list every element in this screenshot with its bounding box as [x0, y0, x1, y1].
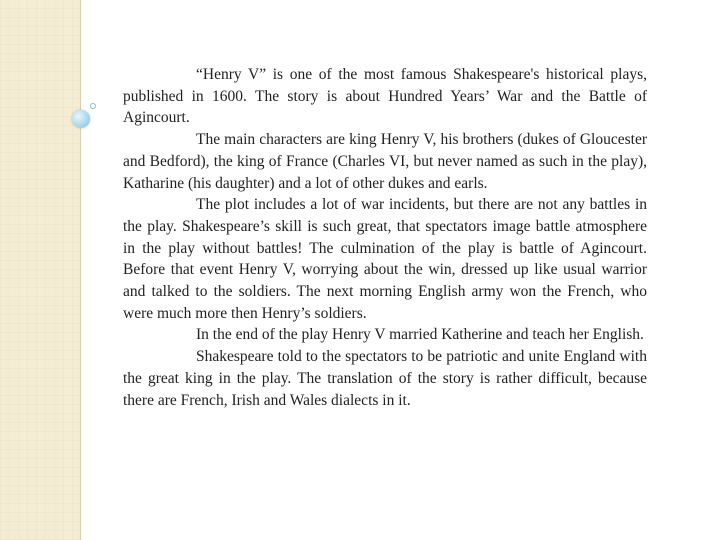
small-circle-ornament	[90, 103, 96, 109]
sidebar-divider	[80, 0, 81, 540]
slide-text-body	[123, 64, 647, 411]
paragraph-ending: In the end of the play Henry V married Katherine and teach her English.	[196, 326, 644, 344]
decorative-sidebar	[0, 0, 80, 540]
paragraph-plot: The plot includes a lot of war incidents, but there are not any battles in the play. Shakespeare’s skill is such great, that spectators image battle atmosphere in the play without battles! The culmination of the play is battle of Agincourt. Before that event Henry V, worrying about the win, dressed up like usual warrior and talked to the soldiers. The next morning English army won the French, who were much more then Henry’s soldiers.	[123, 196, 647, 322]
blue-circle-ornament	[72, 110, 90, 128]
paragraph-characters: The main characters are king Henry V, his brothers (dukes of Gloucester and Bedford), the king of France (Charles VI, but never named as such in the play), Katharine (his daughter) and a lot of other dukes and earls.	[123, 131, 647, 192]
paragraph-intro: “Henry V” is one of the most famous Shakespeare's historical plays, published in 1600. The story is about Hundred Years’ War and the Battle of Agincourt.	[123, 66, 647, 127]
paragraph-conclusion: Shakespeare told to the spectators to be patriotic and unite England with the great king in the play. The translation of the story is rather difficult, because there are French, Irish and Wales dialects in it.	[123, 348, 647, 409]
